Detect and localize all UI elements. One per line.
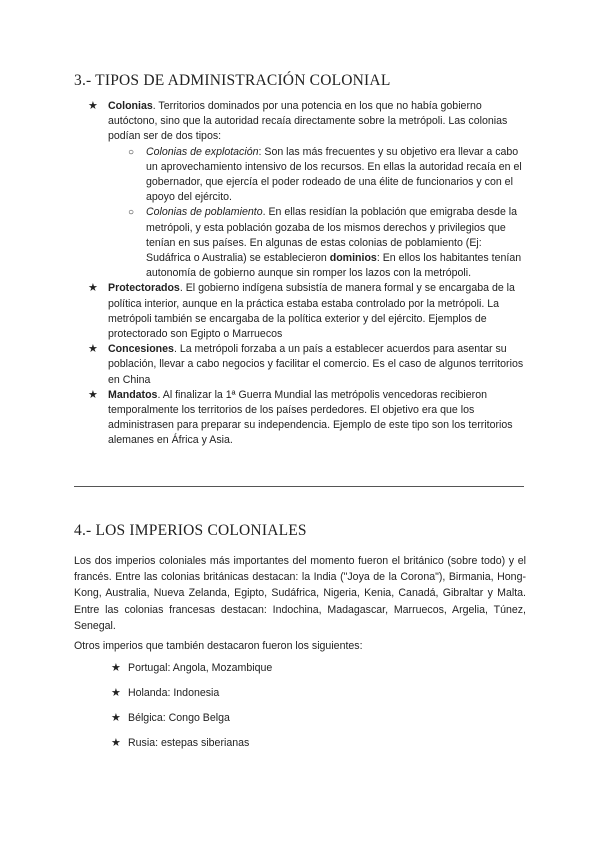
empires-paragraph: Los dos imperios coloniales más importantes del momento fueron el británico (sobre todo) y el francés. Entre las colonias británicas destacan: la India ("Joya de la Corona"), Birmania, Hong-Kong, Australia, Nueva Zelanda, Egipto, Sudáfrica, Nigeria, Kenia, Canadá, Gibraltar y Malta. Entre las colonias francesas destacan: Indochina, Madagascar, Marruecos, Argelia, Túnez, Senegal. [74,555,526,632]
star-bullet-icon: ★ [88,100,98,112]
term-explotacion: Colonias de explotación [146,145,259,158]
list-item-mandatos [88,388,528,449]
star-bullet-icon: ★ [88,282,98,295]
term-protectorados: Protectorados [108,282,180,295]
section-divider [74,486,524,487]
administration-types-list [88,99,528,449]
protectorados-description: . El gobierno indígena subsistía de manera formal y se encargaba de la política interior, aunque en la práctica estaba estaba controlado por la metrópoli. La metrópoli también se encargaba de la política exterior y del ejército. Ejemplos de protectorado son Egipto o Marruecos [108,282,515,341]
other-empire-holanda: Holanda: Indonesia [128,687,220,699]
star-bullet-icon: ★ [111,712,121,724]
section-3-title: 3.- TIPOS DE ADMINISTRACIÓN COLONIAL [74,72,391,89]
list-item [111,685,272,710]
list-item [111,660,272,685]
list-item-protectorados [88,281,528,342]
term-concesiones: Concesiones [108,343,174,356]
term-mandatos: Mandatos [108,388,158,401]
explotacion-description: : Son las más frecuentes y su objetivo era llevar a cabo un aprovechamiento intensivo de los recursos. En ellas la autoridad recaía en el gobernador, que ejercía el poder rodeado de una élite de funcionarios y con el apoyo del ejército. [146,145,522,204]
circle-bullet-icon: ○ [128,146,135,158]
mandatos-description: . Al finalizar la 1ª Guerra Mundial las metrópolis vencedoras recibieron temporalmente los territorios de los países perdedores. El objetivo era que los administrasen para preparar su independencia. Ejemplo de este tipo son los territorios alemanes en África y Asia. [108,388,513,447]
concesiones-description: . La metrópoli forzaba a un país a establecer acuerdos para asentar su población, llevar a cabo negocios y facilitar el comercio. Es el caso de algunos territorios en China [108,343,524,386]
sublist-item-explotacion [128,145,528,206]
star-bullet-icon: ★ [111,662,121,674]
poblamiento-description-b: : En ellos los habitantes tenían autonomía de gobierno aunque sin romper los lazos con la metrópoli. [146,252,522,280]
colonias-description: . Territorios dominados por una potencia en los que no había gobierno autóctono, sino que la autoridad recaía directamente sobre la metrópoli. Las colonias podían ser de dos tipos: [108,100,508,143]
other-empire-portugal: Portugal: Angola, Mozambique [128,662,273,674]
circle-bullet-icon: ○ [128,207,135,219]
other-empires-list [111,660,272,760]
list-item [111,735,272,760]
star-bullet-icon: ★ [88,388,98,401]
star-bullet-icon: ★ [88,343,98,356]
colony-types-sublist [108,145,528,282]
list-item-concesiones [88,342,528,388]
other-empires-intro: Otros imperios que también destacaron fueron los siguientes: [74,640,363,652]
poblamiento-description-a: . En ellas residían la población que emigraba desde la metrópoli, y esta población gozaba de los mismos derechos y privilegios que tenían en sus países. En algunas de estas colonias de poblamiento (Ej: Sudáfrica o Australia) se establecieron [146,206,518,265]
section-4-title: 4.- LOS IMPERIOS COLONIALES [74,522,307,539]
star-bullet-icon: ★ [111,737,121,749]
term-dominios: dominios [329,252,377,265]
sublist-item-poblamiento [128,205,528,281]
other-empire-rusia: Rusia: estepas siberianas [128,737,250,749]
term-colonias: Colonias [108,100,153,112]
list-item-colonias [88,99,528,281]
term-poblamiento: Colonias de poblamiento [146,206,263,219]
star-bullet-icon: ★ [111,687,121,699]
list-item [111,710,272,735]
other-empire-belgica: Bélgica: Congo Belga [128,712,230,724]
